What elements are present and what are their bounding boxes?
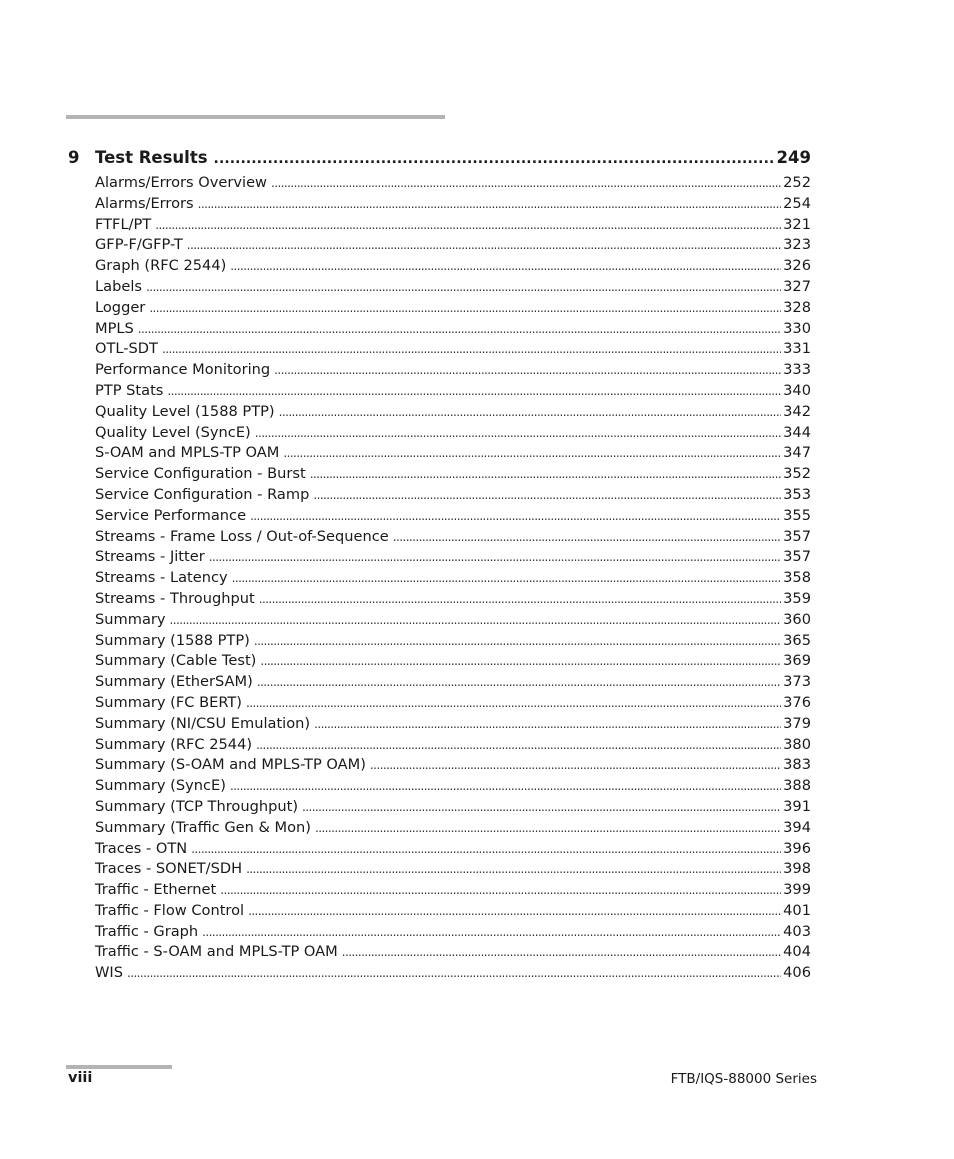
toc-entry-title: Quality Level (1588 PTP): [95, 402, 275, 420]
toc-entry[interactable]: [95, 527, 811, 548]
toc-entry[interactable]: [95, 547, 811, 568]
toc-entry-page-number: 401: [783, 901, 811, 919]
toc-entry-title: Summary (Traffic Gen & Mon): [95, 818, 311, 836]
toc-entry[interactable]: [95, 859, 811, 880]
toc-entry-page-number: 359: [783, 589, 811, 607]
toc-entry-page-number: 373: [783, 673, 811, 691]
toc-entry[interactable]: [95, 464, 811, 485]
dot-leader: [256, 735, 781, 756]
toc-entry[interactable]: [95, 839, 811, 860]
dot-leader: [315, 818, 781, 839]
toc-entry-page-number: 396: [783, 839, 811, 857]
toc-entry-title: MPLS: [95, 319, 134, 337]
toc-entry-title: Summary (SyncE): [95, 777, 226, 795]
dot-leader: [257, 672, 781, 693]
toc-entry-title: PTP Stats: [95, 381, 164, 399]
toc-entry-title: Alarms/Errors Overview: [95, 174, 267, 191]
dot-leader: [260, 651, 781, 672]
toc-entry-page-number: 328: [783, 298, 811, 316]
toc-entry[interactable]: [95, 735, 811, 756]
footer-rule: [66, 1065, 172, 1069]
dot-leader: [191, 839, 781, 860]
toc-entry[interactable]: [95, 901, 811, 922]
toc-entry-title: Summary (EtherSAM): [95, 673, 253, 691]
product-series-label: FTB/IQS-88000 Series: [670, 1071, 817, 1087]
dot-leader: [314, 714, 781, 735]
toc-entry-title: Summary (TCP Throughput): [95, 797, 299, 815]
chapter-page-number: 249: [776, 148, 811, 167]
toc-entry[interactable]: [95, 693, 811, 714]
toc-entry-page-number: 383: [783, 756, 811, 774]
toc-entry-page-number: 355: [783, 506, 811, 524]
toc-entry-title: Service Performance: [95, 506, 247, 524]
dot-leader: [170, 610, 782, 631]
toc-entry[interactable]: [95, 776, 811, 797]
dot-leader: [342, 942, 781, 963]
toc-entry-page-number: 376: [783, 693, 811, 711]
toc-entry-title: Labels: [95, 277, 142, 295]
toc-entry-title: Traces - OTN: [95, 839, 188, 857]
chapter-number: 9: [68, 148, 80, 167]
dot-leader: [393, 527, 781, 548]
toc-entry-page-number: 342: [783, 402, 811, 420]
toc-entry[interactable]: [95, 381, 811, 402]
toc-entry[interactable]: [95, 235, 811, 256]
toc-entry[interactable]: [95, 173, 811, 194]
chapter-title: Test Results: [95, 148, 208, 167]
toc-entry[interactable]: [95, 568, 811, 589]
dot-leader: [255, 423, 781, 444]
dot-leader: [162, 339, 781, 360]
toc-entry[interactable]: [95, 443, 811, 464]
toc-entry-title: FTFL/PT: [95, 215, 152, 233]
toc-entry-title: Streams - Jitter: [95, 548, 205, 566]
toc-entry[interactable]: [95, 277, 811, 298]
toc-entry-page-number: 406: [783, 964, 811, 982]
toc-entry-page-number: 321: [783, 215, 811, 233]
dot-leader: [230, 256, 781, 277]
toc-entry-title: Summary (Cable Test): [95, 652, 257, 670]
dot-leader: [279, 402, 782, 423]
toc-entry-title: Alarms/Errors: [95, 194, 194, 212]
toc-entry-title: OTL-SDT: [95, 340, 158, 358]
dot-leader: [198, 194, 782, 215]
dot-leader: [259, 589, 781, 610]
dot-leader: [232, 568, 782, 589]
toc-entry-page-number: 352: [783, 465, 811, 483]
toc-entry-page-number: 399: [783, 881, 811, 899]
toc-entry-title: Summary (S-OAM and MPLS-TP OAM): [95, 756, 366, 774]
toc-entry[interactable]: [95, 880, 811, 901]
toc-entry-page-number: 326: [783, 257, 811, 275]
toc-entry[interactable]: [95, 922, 811, 943]
toc-entry-title: Traffic - Flow Control: [95, 901, 245, 919]
toc-entry[interactable]: [95, 360, 811, 381]
toc-entry[interactable]: [95, 714, 811, 735]
toc-entry-page-number: 360: [783, 610, 811, 628]
toc-entry-page-number: 379: [783, 714, 811, 732]
dot-leader: [250, 506, 781, 527]
toc-entry-title: Summary (RFC 2544): [95, 735, 253, 753]
page-folio: viii: [68, 1070, 93, 1086]
toc-entry[interactable]: [95, 963, 811, 984]
toc-entry[interactable]: [95, 298, 811, 319]
dot-leader: [230, 776, 781, 797]
dot-leader: [149, 298, 781, 319]
toc-entry-title: Traffic - Graph: [95, 922, 199, 940]
toc-entry[interactable]: [95, 256, 811, 277]
dot-leader: [302, 797, 781, 818]
toc-entry-title: Performance Monitoring: [95, 361, 271, 379]
toc-entry[interactable]: [95, 506, 811, 527]
toc-entry-page-number: 369: [783, 652, 811, 670]
dot-leader: [209, 547, 781, 568]
toc-entry-page-number: 358: [783, 569, 811, 587]
dot-leader: [370, 755, 781, 776]
toc-entry-title: WIS: [95, 964, 123, 982]
toc-entry-page-number: 330: [783, 319, 811, 337]
dot-leader: [254, 631, 781, 652]
dot-leader: [167, 381, 781, 402]
toc-entry-title: Summary (NI/CSU Emulation): [95, 714, 311, 732]
toc-entry-title: Streams - Frame Loss / Out-of-Sequence: [95, 527, 389, 545]
toc-entry[interactable]: [95, 755, 811, 776]
dot-leader: [138, 319, 781, 340]
toc-entry-page-number: 388: [783, 777, 811, 795]
dot-leader: [248, 901, 781, 922]
dot-leader: [220, 880, 781, 901]
toc-entry-title: Streams - Throughput: [95, 589, 255, 607]
toc-entry[interactable]: [95, 651, 811, 672]
dot-leader: [187, 235, 781, 256]
toc-entry-list: [95, 173, 811, 984]
toc-entry-title: Summary (1588 PTP): [95, 631, 250, 649]
toc-entry[interactable]: [95, 485, 811, 506]
toc-chapter-heading[interactable]: [68, 148, 811, 170]
toc-entry-page-number: 365: [783, 631, 811, 649]
toc-entry[interactable]: [95, 610, 811, 631]
toc-entry-title: Service Configuration - Ramp: [95, 485, 310, 503]
dot-leader: [274, 360, 781, 381]
toc-entry-page-number: 403: [783, 922, 811, 940]
toc-entry-page-number: 327: [783, 277, 811, 295]
toc-entry-page-number: 380: [783, 735, 811, 753]
toc-entry-page-number: 398: [783, 860, 811, 878]
toc-entry[interactable]: [95, 672, 811, 693]
header-rule: [66, 115, 445, 119]
toc-entry-page-number: 323: [783, 236, 811, 254]
toc-entry-page-number: 331: [783, 340, 811, 358]
toc-entry-page-number: 394: [783, 818, 811, 836]
toc-entry-page-number: 391: [783, 797, 811, 815]
toc-entry-title: Streams - Latency: [95, 569, 228, 587]
toc-entry[interactable]: [95, 339, 811, 360]
toc-entry-title: Summary (FC BERT): [95, 693, 242, 711]
toc-entry-title: Graph (RFC 2544): [95, 257, 227, 275]
dot-leader: [283, 443, 781, 464]
toc-entry[interactable]: [95, 215, 811, 236]
dot-leader: [155, 215, 781, 236]
toc-entry-title: Service Configuration - Burst: [95, 465, 306, 483]
toc-entry-title: Traffic - Ethernet: [95, 881, 217, 899]
toc-entry[interactable]: [95, 402, 811, 423]
toc-entry[interactable]: [95, 589, 811, 610]
toc-entry[interactable]: [95, 818, 811, 839]
toc-entry-title: S-OAM and MPLS-TP OAM: [95, 444, 280, 462]
toc-entry-page-number: 347: [783, 444, 811, 462]
toc-entry-title: Quality Level (SyncE): [95, 423, 251, 441]
dot-leader: [310, 464, 781, 485]
toc-entry[interactable]: [95, 194, 811, 215]
toc-entry-title: Logger: [95, 298, 146, 316]
toc-entry[interactable]: [95, 797, 811, 818]
dot-leader: [271, 173, 781, 194]
dot-leader: [214, 148, 775, 167]
toc-entry[interactable]: [95, 942, 811, 963]
toc-entry[interactable]: [95, 319, 811, 340]
toc-entry-page-number: 333: [783, 361, 811, 379]
dot-leader: [127, 963, 781, 984]
toc-entry-page-number: 340: [783, 381, 811, 399]
dot-leader: [246, 693, 781, 714]
toc-entry-page-number: 357: [783, 527, 811, 545]
toc-entry-page-number: 252: [783, 174, 811, 191]
toc-entry-page-number: 344: [783, 423, 811, 441]
toc-entry-title: Summary: [95, 610, 166, 628]
toc-entry-page-number: 404: [783, 943, 811, 961]
toc-entry-title: Traces - SONET/SDH: [95, 860, 243, 878]
toc-entry-title: GFP-F/GFP-T: [95, 236, 183, 254]
toc-entry[interactable]: [95, 631, 811, 652]
dot-leader: [313, 485, 781, 506]
dot-leader: [146, 277, 781, 298]
toc-entry-page-number: 353: [783, 485, 811, 503]
dot-leader: [246, 859, 781, 880]
toc-entry-page-number: 357: [783, 548, 811, 566]
toc-entry-page-number: 254: [783, 194, 811, 212]
toc-entry-title: Traffic - S-OAM and MPLS-TP OAM: [95, 943, 338, 961]
toc-entry[interactable]: [95, 423, 811, 444]
dot-leader: [202, 922, 781, 943]
